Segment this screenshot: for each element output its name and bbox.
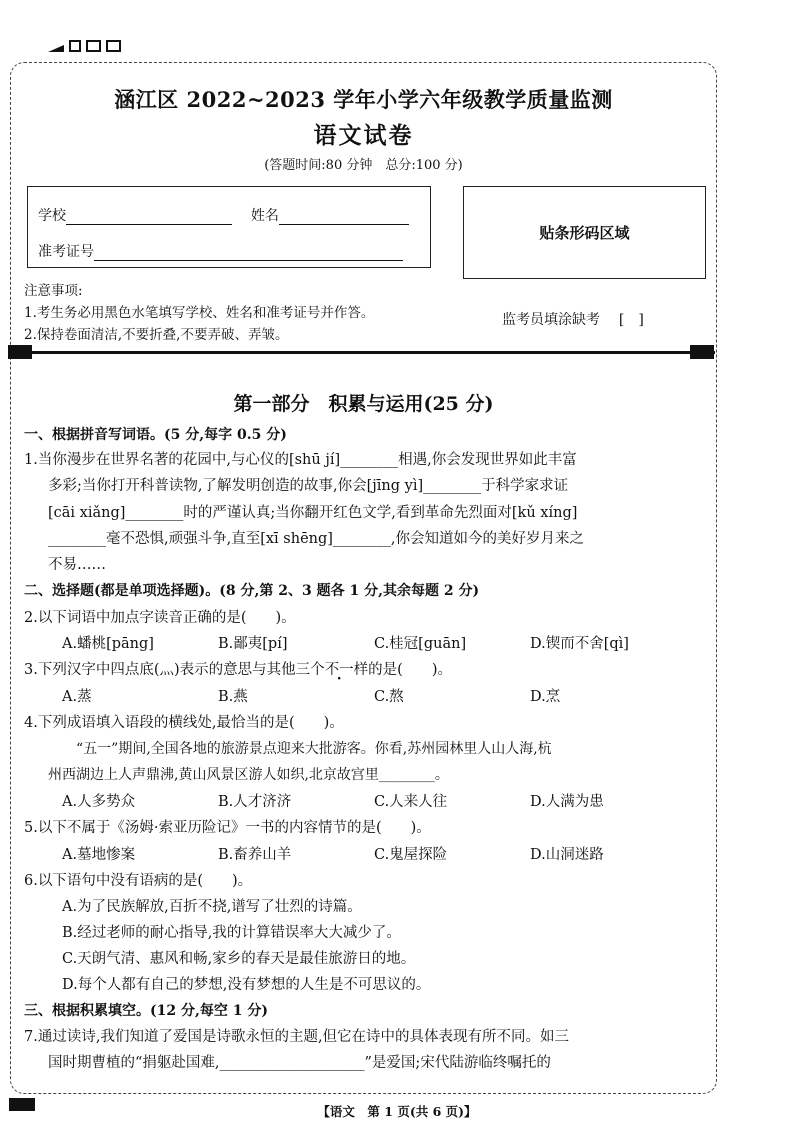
option[interactable]: C.鬼屋探险: [374, 847, 448, 863]
notice-item: 2.保持卷面清洁,不要折叠,不要弄破、弄皱。: [24, 327, 289, 343]
question-stem: 2.以下词语中加点字读音正确的是( )。: [24, 610, 296, 626]
section-heading: 二、选择题(都是单项选择题)。(8 分,第 2、3 题各 1 分,其余每题 2 分): [24, 583, 480, 599]
question-line: ________毫不恐惧,顽强斗争,直至[xī shēng]________,你会知道如今的美好岁月来之: [48, 531, 585, 547]
stem-text: 3.下列汉字中四点底(灬)表示的意思与其他三个: [24, 662, 325, 678]
absence-checkbox[interactable]: [ ]: [618, 312, 644, 328]
question-line: 不易……: [48, 557, 106, 573]
options-row: [0, 632, 727, 654]
question-line: 多彩;当你打开科普读物,了解发明创造的故事,你会[jīng yì]________于科学家求证: [48, 478, 569, 494]
question-stem: 5.以下不属于《汤姆·索亚历险记》一书的内容情节的是( )。: [24, 820, 431, 836]
school-field[interactable]: [66, 210, 232, 225]
options-row: [0, 843, 727, 865]
exam-subject: 语文试卷: [313, 122, 414, 149]
question-line: 国时期曹植的“捐躯赴国难,____________________”是爱国;宋代陆游临终嘱托的: [48, 1055, 551, 1071]
proctor-absence-mark: [502, 309, 644, 329]
question-stem: 4.下列成语填入语段的横线处,最恰当的是( )。: [24, 715, 344, 731]
square-mark-icon: [86, 40, 101, 52]
divider-block: [690, 345, 714, 359]
section-heading: 三、根据积累填空。(12 分,每空 1 分): [24, 1003, 268, 1019]
option[interactable]: A.人多势众: [62, 794, 136, 810]
option[interactable]: B.人才济济: [218, 794, 292, 810]
name-label: 姓名: [250, 208, 279, 224]
name-field[interactable]: [279, 210, 409, 225]
option[interactable]: B.经过老师的耐心指导,我的计算错误率大大减少了。: [62, 925, 401, 941]
question-stem: 6.以下语句中没有语病的是( )。: [24, 873, 253, 889]
school-label: 学校: [38, 208, 66, 224]
option[interactable]: B.燕: [218, 689, 248, 705]
stem-text: 样的是( )。: [353, 662, 452, 678]
exam-number-label: 准考证号: [38, 244, 94, 260]
options-row: [0, 790, 727, 812]
divider-block: [8, 345, 32, 359]
option[interactable]: B.鄙夷[pí]: [218, 636, 288, 652]
option[interactable]: A.蒸: [62, 689, 92, 705]
registration-marks: [48, 40, 121, 52]
question-stem: [24, 658, 452, 679]
option[interactable]: C.人来人往: [374, 794, 448, 810]
question-line: 1.当你漫步在世界名著的花园中,与心仪的[shū jí]________相遇,你会发现世界如此丰富: [24, 452, 577, 468]
barcode-area: [463, 186, 706, 279]
proctor-label: 监考员填涂缺考: [502, 312, 600, 328]
option[interactable]: A.墓地惨案: [62, 847, 136, 863]
section-heading: 一、根据拼音写词语。(5 分,每字 0.5 分): [24, 427, 287, 443]
option[interactable]: C.天朗气清、惠风和畅,家乡的春天是最佳旅游日的地。: [62, 951, 416, 967]
option[interactable]: B.畜养山羊: [218, 847, 292, 863]
passage-line: 州西湖边上人声鼎沸,黄山风景区游人如织,北京故宫里________。: [48, 767, 449, 783]
page-footer: 【语文 第 1 页(共 6 页)】: [317, 1104, 477, 1119]
notice-heading: 注意事项:: [24, 283, 83, 299]
passage-line: “五一”期间,全国各地的旅游景点迎来大批游客。你看,苏州园林里人山人海,杭: [76, 741, 552, 757]
option[interactable]: C.桂冠[guān]: [374, 636, 467, 652]
option[interactable]: A.蟠桃[pāng]: [62, 636, 154, 652]
divider: [9, 351, 715, 354]
option[interactable]: A.为了民族解放,百折不挠,谱写了壮烈的诗篇。: [62, 899, 362, 915]
option[interactable]: D.锲而不舍[qì]: [530, 636, 629, 652]
exam-number-field[interactable]: [94, 246, 403, 261]
triangle-mark-icon: [48, 45, 64, 52]
exam-title: 涵江区 2022~2023 学年小学六年级教学质量监测: [114, 87, 613, 112]
question-line: [cāi xiǎng]________时的严谨认真;当你翻开红色文学,看到革命先烈面对[kǔ xíng]: [48, 505, 578, 521]
notice-item: 1.考生务必用黑色水笔填写学校、姓名和准考证号并作答。: [24, 305, 375, 321]
option[interactable]: D.人满为患: [530, 794, 604, 810]
option[interactable]: C.熬: [374, 689, 404, 705]
square-mark-icon: [106, 40, 121, 52]
student-info-box: [27, 186, 431, 268]
question-line: 7.通过读诗,我们知道了爱国是诗歌永恒的主题,但它在诗中的具体表现有所不同。如三: [24, 1029, 570, 1045]
exam-time-score: (答题时间:80 分钟 总分:100 分): [264, 158, 463, 173]
option[interactable]: D.山洞迷路: [530, 847, 604, 863]
option[interactable]: D.烹: [530, 689, 561, 705]
barcode-label: 贴条形码区域: [539, 224, 630, 242]
part-title: 第一部分 积累与运用(25 分): [233, 393, 494, 415]
square-mark-icon: [69, 40, 81, 52]
options-row: [0, 685, 727, 707]
option[interactable]: D.每个人都有自己的梦想,没有梦想的人生是不可思议的。: [62, 977, 431, 993]
dotted-text: 不一: [324, 662, 354, 678]
